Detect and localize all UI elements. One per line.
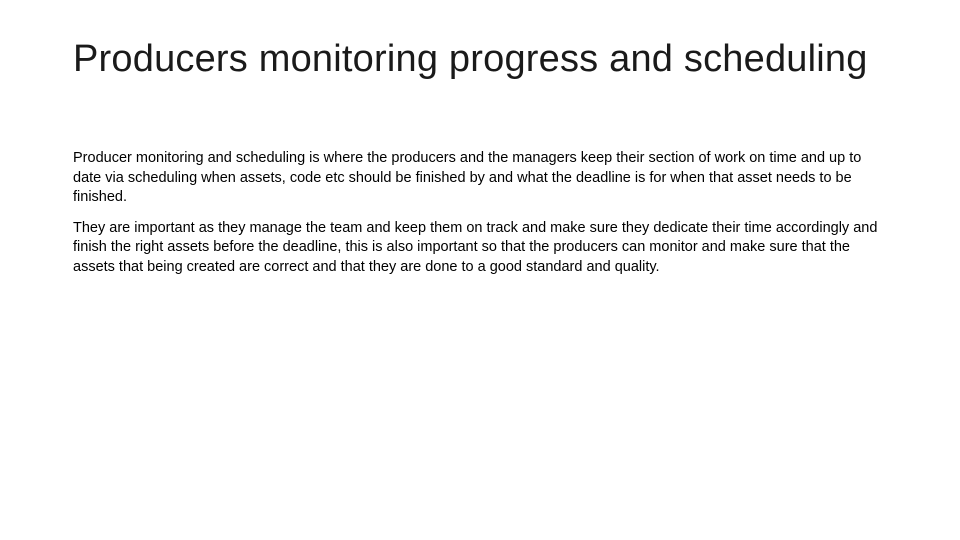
slide-body — [73, 149, 888, 288]
body-paragraph-2: They are important as they manage the team and keep them on track and make sure they dedicate their time accordingly and finish the right assets before the deadline, this is also important so that the producers can monitor and make sure that the assets that being created are correct and that they are done to a good standard and quality. — [73, 219, 878, 275]
body-paragraph-1: Producer monitoring and scheduling is where the producers and the managers keep their section of work on time and up to date via scheduling when assets, code etc should be finished by and what the deadline is for when that asset needs to be finished. — [73, 150, 862, 205]
slide-title: Producers monitoring progress and scheduling — [73, 38, 868, 80]
